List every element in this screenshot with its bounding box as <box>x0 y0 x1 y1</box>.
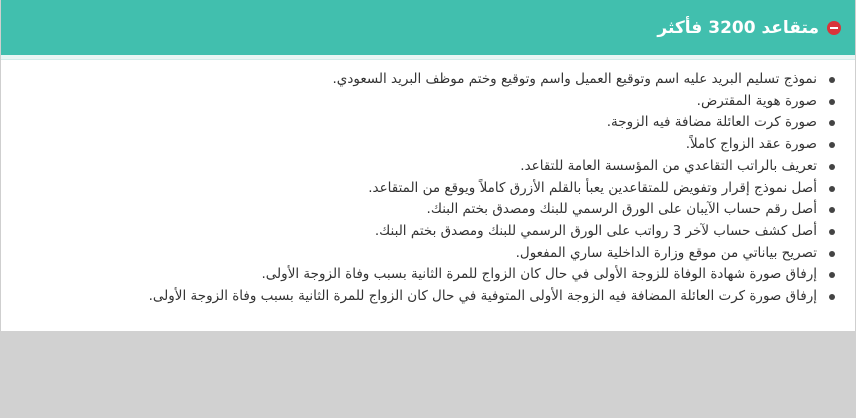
accordion-header[interactable] <box>1 0 855 55</box>
list-item-text: أصل نموذج إقرار وتفويض للمتقاعدين يعبأ بالقلم الأزرق كاملاً ويوقع من المتقاعد. <box>368 179 817 196</box>
accordion-title: متقاعد 3200 فأكثر <box>657 17 819 38</box>
list-item-text: صورة كرت العائلة مضافة فيه الزوجة. <box>606 114 817 131</box>
list-item <box>21 134 817 156</box>
list-item <box>21 286 817 308</box>
requirements-list <box>1 60 855 308</box>
bullet-icon <box>829 294 835 300</box>
list-item-text: تعريف بالراتب التقاعدي من المؤسسة العامة للتقاعد. <box>520 157 817 174</box>
bullet-icon <box>829 186 835 192</box>
list-item-text: إرفاق صورة كرت العائلة المضافة فيه الزوجة الأولى المتوفية في حال كان الزواج للمرة الثانية بسبب وفاة الزوجة الأولى. <box>148 288 817 305</box>
list-item-text: أصل رقم حساب الآيبان على الورق الرسمي للبنك ومصدق بختم البنك. <box>426 201 817 218</box>
list-item <box>21 112 817 134</box>
list-item <box>21 221 817 243</box>
bullet-icon <box>829 120 835 126</box>
bullet-icon <box>829 251 835 257</box>
list-item <box>21 69 817 91</box>
list-item-text: صورة عقد الزواج كاملاً. <box>685 136 817 153</box>
list-item <box>21 199 817 221</box>
list-item-text: صورة هوية المقترض. <box>696 92 817 109</box>
list-item-text: نموذج تسليم البريد عليه اسم وتوقيع العميل واسم وتوقيع وختم موظف البريد السعودي. <box>332 71 817 87</box>
bullet-icon <box>829 99 835 105</box>
list-item <box>21 178 817 200</box>
bullet-icon <box>829 207 835 213</box>
bullet-icon <box>829 77 835 83</box>
bullet-icon <box>829 142 835 148</box>
list-item-text: إرفاق صورة شهادة الوفاة للزوجة الأولى في حال كان الزواج للمرة الثانية بسبب وفاة الزوجة الأولى. <box>261 266 817 283</box>
list-item <box>21 243 817 265</box>
list-item <box>21 156 817 178</box>
minus-circle-icon[interactable] <box>827 21 841 35</box>
bullet-icon <box>829 272 835 278</box>
list-item <box>21 264 817 286</box>
list-item-text: تصريح بياناتي من موقع وزارة الداخلية ساري المفعول. <box>515 244 817 261</box>
list-item <box>21 91 817 113</box>
list-item-text: أصل كشف حساب لآخر 3 رواتب على الورق الرسمي للبنك ومصدق بختم البنك. <box>374 222 817 239</box>
bullet-icon <box>829 164 835 170</box>
bullet-icon <box>829 229 835 235</box>
